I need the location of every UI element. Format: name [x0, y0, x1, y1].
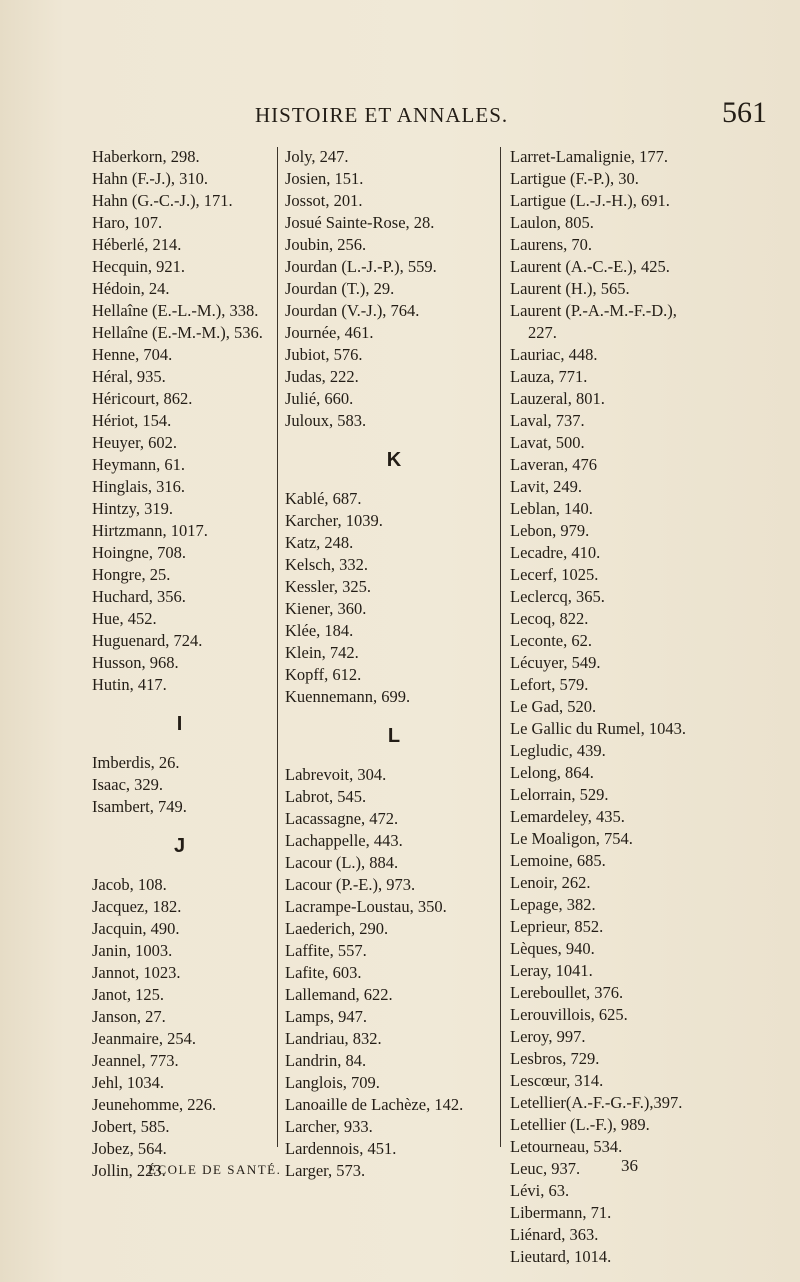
index-entry: Lauzeral, 801.: [510, 389, 605, 408]
section-letter-k: K: [386, 449, 402, 471]
index-entry: Haro, 107.: [92, 213, 163, 232]
index-entry: Labrot, 545.: [285, 787, 367, 806]
index-entry-continuation: 227.: [528, 323, 557, 342]
index-entry: Laederich, 290.: [285, 919, 389, 938]
index-entry: Kelsch, 332.: [285, 555, 368, 574]
index-entry: Lesbros, 729.: [510, 1049, 600, 1068]
index-entry: Hahn (G.-C.-J.), 171.: [92, 191, 233, 210]
index-entry: Lafite, 603.: [285, 963, 362, 982]
index-entry: Imberdis, 26.: [92, 753, 180, 772]
index-entry: Hintzy, 319.: [92, 499, 173, 518]
index-entry: Kuennemann, 699.: [285, 687, 411, 706]
index-entry: Huchard, 356.: [92, 587, 186, 606]
index-entry: Joly, 247.: [285, 147, 349, 166]
index-entry: Lamps, 947.: [285, 1007, 368, 1026]
index-entry: Larcher, 933.: [285, 1117, 373, 1136]
index-entry: Landrin, 84.: [285, 1051, 367, 1070]
index-entry: Jollin, 223.: [92, 1161, 166, 1180]
index-entry: Hahn (F.-J.), 310.: [92, 169, 208, 188]
index-entry: Katz, 248.: [285, 533, 354, 552]
index-entry: Lauriac, 448.: [510, 345, 598, 364]
index-entry: Leray, 1041.: [510, 961, 593, 980]
index-entry: Jacob, 108.: [92, 875, 167, 894]
index-entry: Hellaîne (E.-M.-M.), 536.: [92, 323, 263, 342]
index-entry: Hongre, 25.: [92, 565, 171, 584]
entries-l-cont-b: [510, 344, 800, 1268]
entries-i: [92, 752, 267, 818]
index-entry: Kopff, 612.: [285, 665, 362, 684]
index-entry: Jubiot, 576.: [285, 345, 363, 364]
entries-l: [285, 764, 503, 1182]
index-entry: Leuc, 937.: [510, 1159, 581, 1178]
index-entry: Jannot, 1023.: [92, 963, 181, 982]
index-entry: Letellier(A.-F.-G.-F.),397.: [510, 1093, 683, 1112]
index-entry: Heuyer, 602.: [92, 433, 178, 452]
index-entry: Isaac, 329.: [92, 775, 164, 794]
index-entry: Lelorrain, 529.: [510, 785, 609, 804]
section-letter-i: I: [176, 713, 183, 735]
index-entry: Jobez, 564.: [92, 1139, 167, 1158]
index-entry: Huguenard, 724.: [92, 631, 203, 650]
index-entry: Lelong, 864.: [510, 763, 594, 782]
index-entry: Jehl, 1034.: [92, 1073, 164, 1092]
index-entry: Le Moaligon, 754.: [510, 829, 633, 848]
index-entry: Letellier (L.-F.), 989.: [510, 1115, 650, 1134]
page-number: 561: [722, 96, 767, 129]
index-entry: Lemardeley, 435.: [510, 807, 625, 826]
index-entry: Langlois, 709.: [285, 1073, 380, 1092]
entries-k: [285, 488, 503, 708]
index-entry: Jacquin, 490.: [92, 919, 180, 938]
index-column-3: [510, 146, 800, 1268]
index-entry: Juloux, 583.: [285, 411, 367, 430]
index-entry: Hirtzmann, 1017.: [92, 521, 208, 540]
index-entry: Lauza, 771.: [510, 367, 588, 386]
index-entry: Lachappelle, 443.: [285, 831, 403, 850]
index-entry: Klée, 184.: [285, 621, 354, 640]
index-entry: Isambert, 749.: [92, 797, 187, 816]
index-entry: Lavit, 249.: [510, 477, 582, 496]
entries-h: [92, 146, 267, 696]
index-column-1: [92, 146, 267, 1182]
index-entry: Letourneau, 534.: [510, 1137, 623, 1156]
index-entry: Heymann, 61.: [92, 455, 186, 474]
footer-signature: ÉCOLE DE SANTÉ.: [148, 1162, 282, 1177]
index-entry: Lescœur, 314.: [510, 1071, 604, 1090]
index-entry: Lartigue (F.-P.), 30.: [510, 169, 639, 188]
index-entry: Héberlé, 214.: [92, 235, 182, 254]
index-entry: Lacrampe-Loustau, 350.: [285, 897, 447, 916]
index-column-2: [285, 146, 503, 1182]
index-entry: Hutin, 417.: [92, 675, 167, 694]
index-entry: Julié, 660.: [285, 389, 354, 408]
index-entry: Hecquin, 921.: [92, 257, 186, 276]
index-entry: Janson, 27.: [92, 1007, 166, 1026]
index-entry: Laffite, 557.: [285, 941, 367, 960]
index-entry: Lerouvillois, 625.: [510, 1005, 628, 1024]
index-entry: Liénard, 363.: [510, 1225, 599, 1244]
index-entry: Jourdan (T.), 29.: [285, 279, 395, 298]
index-entry: Lenoir, 262.: [510, 873, 591, 892]
index-entry: Lèques, 940.: [510, 939, 595, 958]
index-entry: Leprieur, 852.: [510, 917, 604, 936]
index-entry: Jacquez, 182.: [92, 897, 182, 916]
index-entry: Leconte, 62.: [510, 631, 593, 650]
index-entry: Journée, 461.: [285, 323, 374, 342]
section-letter-j: J: [173, 835, 186, 857]
entries-j: [92, 874, 267, 1182]
index-entry: Leroy, 997.: [510, 1027, 586, 1046]
index-entry: Laurent (H.), 565.: [510, 279, 630, 298]
index-entry: Husson, 968.: [92, 653, 179, 672]
index-entry: Le Gad, 520.: [510, 697, 597, 716]
index-entry: Henne, 704.: [92, 345, 173, 364]
index-entry: Leclercq, 365.: [510, 587, 605, 606]
index-entry: Lavat, 500.: [510, 433, 585, 452]
index-entry: Lebon, 979.: [510, 521, 590, 540]
index-entry: Hédoin, 24.: [92, 279, 170, 298]
index-entry: Laval, 737.: [510, 411, 585, 430]
index-entry: Jeanmaire, 254.: [92, 1029, 197, 1048]
index-entry: Lallemand, 622.: [285, 985, 393, 1004]
index-entry: Landriau, 832.: [285, 1029, 382, 1048]
entries-j-cont: [285, 146, 503, 432]
index-entry: Larger, 573.: [285, 1161, 366, 1180]
index-entry: Lartigue (L.-J.-H.), 691.: [510, 191, 670, 210]
index-entry: Hellaîne (E.-L.-M.), 338.: [92, 301, 259, 320]
index-entry: Janin, 1003.: [92, 941, 173, 960]
index-entry: Héricourt, 862.: [92, 389, 193, 408]
index-entry: Lefort, 579.: [510, 675, 589, 694]
index-entry: Lardennois, 451.: [285, 1139, 397, 1158]
index-entry: Laveran, 476: [510, 455, 598, 474]
index-entry: Lepage, 382.: [510, 895, 596, 914]
index-entry: Legludic, 439.: [510, 741, 606, 760]
index-entry: Lecadre, 410.: [510, 543, 601, 562]
index-entry: Haberkorn, 298.: [92, 147, 200, 166]
index-entry: Laulon, 805.: [510, 213, 594, 232]
index-entry: Kiener, 360.: [285, 599, 367, 618]
index-entry: Lacassagne, 472.: [285, 809, 399, 828]
index-entry: Lemoine, 685.: [510, 851, 606, 870]
index-entry: Lereboullet, 376.: [510, 983, 624, 1002]
section-letter-l: L: [387, 725, 401, 747]
index-entry: Hoingne, 708.: [92, 543, 186, 562]
index-entry: Lecerf, 1025.: [510, 565, 599, 584]
index-entry: Josien, 151.: [285, 169, 364, 188]
index-entry: Jossot, 201.: [285, 191, 363, 210]
index-entry: Laurent (A.-C.-E.), 425.: [510, 257, 670, 276]
column-divider-1: [277, 147, 278, 1147]
index-entry: Héral, 935.: [92, 367, 166, 386]
index-entry: Jourdan (V.-J.), 764.: [285, 301, 420, 320]
index-entry: Judas, 222.: [285, 367, 359, 386]
index-entry: Kablé, 687.: [285, 489, 362, 508]
index-entry: Lanoaille de Lachèze, 142.: [285, 1095, 464, 1114]
entries-l-cont-a: [510, 146, 800, 322]
index-entry: Josué Sainte-Rose, 28.: [285, 213, 435, 232]
index-entry: Joubin, 256.: [285, 235, 367, 254]
index-entry: Libermann, 71.: [510, 1203, 612, 1222]
index-entry: Labrevoit, 304.: [285, 765, 387, 784]
index-entry: Laurent (P.-A.-M.-F.-D.),: [510, 301, 677, 320]
running-header-title: HISTOIRE ET ANNALES.: [255, 103, 509, 127]
index-entry: Kessler, 325.: [285, 577, 371, 596]
index-entry: Hue, 452.: [92, 609, 157, 628]
index-entry: Lacour (L.), 884.: [285, 853, 399, 872]
index-entry: Jeunehomme, 226.: [92, 1095, 217, 1114]
index-entry: Lacour (P.-E.), 973.: [285, 875, 416, 894]
index-entry: Lévi, 63.: [510, 1181, 570, 1200]
index-entry: Lecoq, 822.: [510, 609, 589, 628]
index-entry: Lécuyer, 549.: [510, 653, 601, 672]
index-entry: Laurens, 70.: [510, 235, 593, 254]
index-entry: Janot, 125.: [92, 985, 164, 1004]
footer-sheet-number: 36: [621, 1156, 638, 1175]
index-entry: Karcher, 1039.: [285, 511, 383, 530]
index-entry: Jeannel, 773.: [92, 1051, 179, 1070]
index-entry: Jourdan (L.-J.-P.), 559.: [285, 257, 437, 276]
index-entry: Hinglais, 316.: [92, 477, 186, 496]
index-entry: Le Gallic du Rumel, 1043.: [510, 719, 686, 738]
index-entry: Jobert, 585.: [92, 1117, 170, 1136]
index-entry: Lieutard, 1014.: [510, 1247, 612, 1266]
index-entry: Klein, 742.: [285, 643, 359, 662]
index-entry: Hériot, 154.: [92, 411, 172, 430]
index-entry: Leblan, 140.: [510, 499, 593, 518]
index-entry: Larret-Lamalignie, 177.: [510, 147, 669, 166]
